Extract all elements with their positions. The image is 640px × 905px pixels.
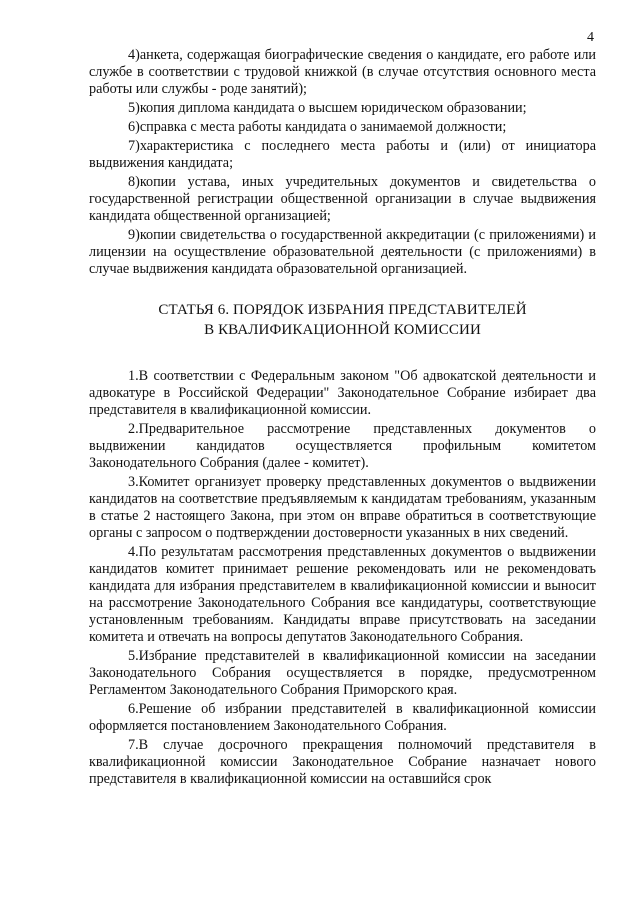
list-item: 8)копии устава, иных учредительных документов и свидетельства о государственной регистрации общественной организации в случае выдвижения кандидата общественной организацией; xyxy=(89,174,596,224)
list-item: 4)анкета, содержащая биографические сведения о кандидате, его работе или службе в соответствии с трудовой книжкой (в случае отсутствия основного места работы или службы - роде занятий); xyxy=(89,47,596,97)
page-number: 4 xyxy=(587,30,594,45)
section-heading-line: СТАТЬЯ 6. ПОРЯДОК ИЗБРАНИЯ ПРЕДСТАВИТЕЛЕЙ xyxy=(158,302,527,318)
section-heading-line: В КВАЛИФИКАЦИОННОЙ КОМИССИИ xyxy=(204,322,481,338)
article-paragraph: 3.Комитет организует проверку представленных документов о выдвижении кандидатов на соответствие предъявляемым к кандидатам требованиям, указанным в статье 2 настоящего Закона, при этом он вправе обратиться в соответствующие органы с запросом о подтверждении достоверности указанных в них сведений. xyxy=(89,474,596,541)
document-body xyxy=(89,47,596,790)
list-item: 9)копии свидетельства о государственной аккредитации (с приложениями) и лицензии на осуществление образовательной деятельности (с приложениями) в случае выдвижения кандидата образовательной организацией. xyxy=(89,227,596,277)
article-paragraph: 5.Избрание представителей в квалификационной комиссии на заседании Законодательного Собрания осуществляется в порядке, предусмотренном Регламентом Законодательного Собрания Приморского края. xyxy=(89,648,596,698)
article-paragraph: 4.По результатам рассмотрения представленных документов о выдвижении кандидатов комитет принимает решение рекомендовать или не рекомендовать кандидата для избрания представителем в квалификационной комиссии и выносит на рассмотрение Законодательного Собрания все кандидатуры, соответствующие установленным требованиям. Кандидаты вправе присутствовать на заседании комитета и отвечать на вопросы депутатов Законодательного Собрания. xyxy=(89,544,596,645)
list-item: 7)характеристика с последнего места работы и (или) от инициатора выдвижения кандидата; xyxy=(89,138,596,171)
list-item: 5)копия диплома кандидата о высшем юридическом образовании; xyxy=(128,100,527,116)
article-paragraph: 1.В соответствии с Федеральным законом "Об адвокатской деятельности и адвокатуре в Российской Федерации" Законодательное Собрание избирает два представителя в квалификационной комиссии. xyxy=(89,368,596,418)
article-paragraph: 2.Предварительное рассмотрение представленных документов о выдвижении кандидатов осуществляется профильным комитетом Законодательного Собрания (далее - комитет). xyxy=(89,421,596,471)
section-heading xyxy=(89,300,596,340)
article-paragraph: 7.В случае досрочного прекращения полномочий представителя в квалификационной комиссии Законодательное Собрание назначает нового представителя в квалификационной комиссии на оставшийся срок xyxy=(89,737,596,787)
article-paragraph: 6.Решение об избрании представителей в квалификационной комиссии оформляется постановлением Законодательного Собрания. xyxy=(89,701,596,734)
list-item: 6)справка с места работы кандидата о занимаемой должности; xyxy=(128,119,507,135)
